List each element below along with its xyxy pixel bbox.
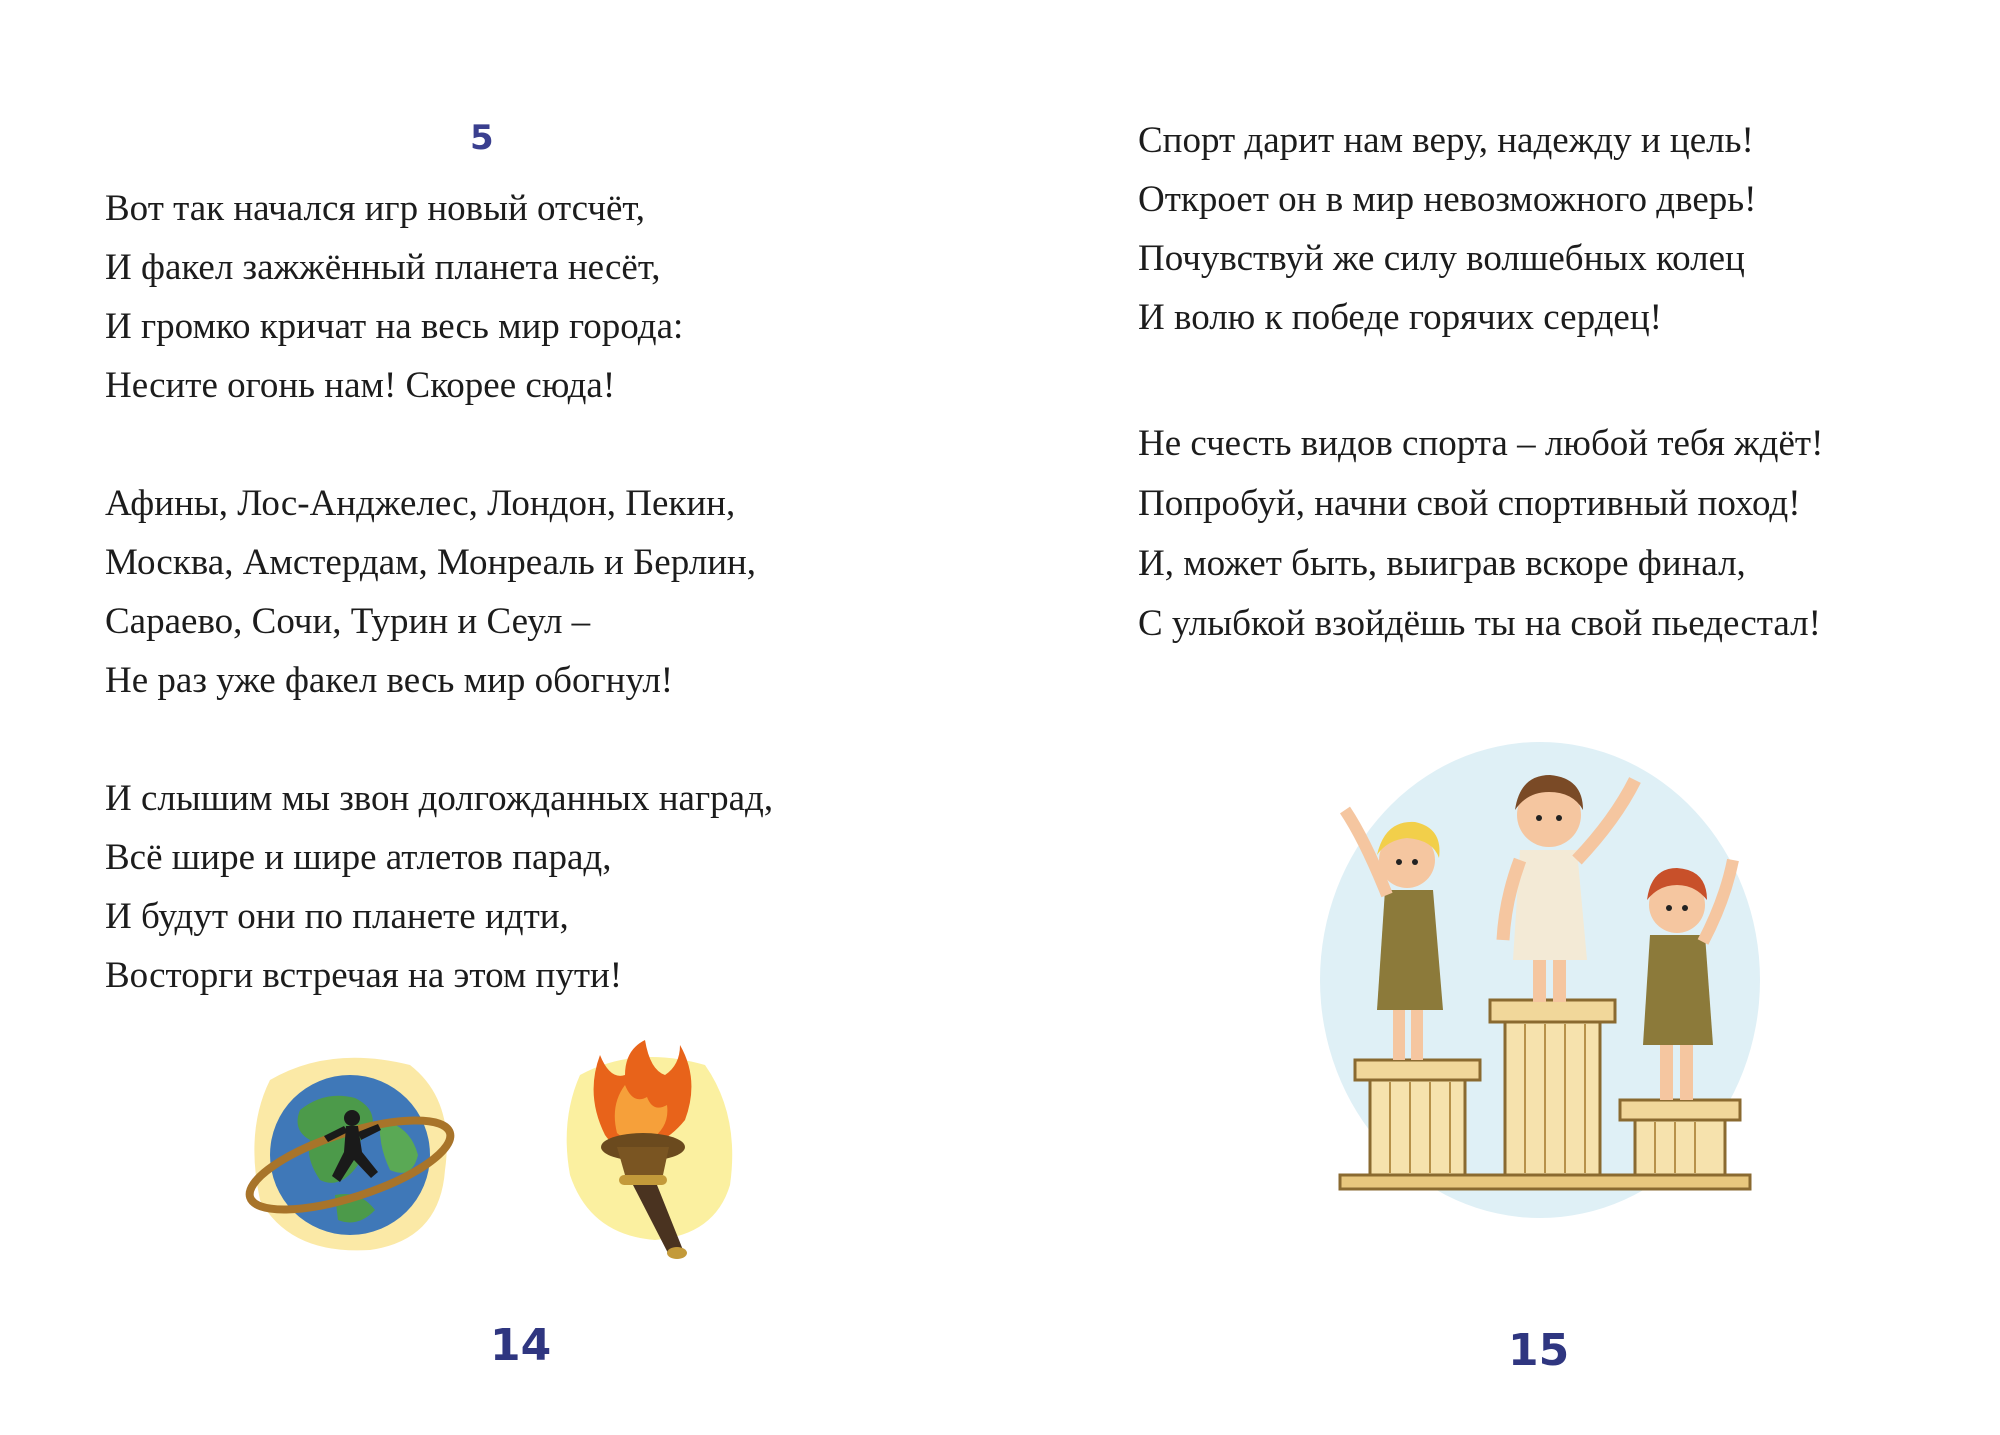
poem-line: Не раз уже факел весь мир обогнул! <box>105 660 674 701</box>
page-number-left: 14 <box>490 1320 552 1371</box>
right-page <box>1000 0 2000 1435</box>
poem-line: Несите огонь нам! Скорее сюда! <box>105 365 616 406</box>
page-number-right: 15 <box>1508 1325 1570 1376</box>
poem-line: Сараево, Сочи, Турин и Сеул – <box>105 601 591 642</box>
poem-line: Афины, Лос-Анджелес, Лондон, Пекин, <box>105 483 736 524</box>
poem-line: Москва, Амстердам, Монреаль и Берлин, <box>105 542 757 583</box>
poem-line: И слышим мы звон долгожданных наград, <box>105 778 774 819</box>
globe-illustration <box>240 1040 460 1260</box>
poem-line: Откроет он в мир невозможного дверь! <box>1138 179 1757 220</box>
podium-illustration <box>1315 720 1765 1220</box>
poem-line: Спорт дарит нам веру, надежду и цель! <box>1138 120 1754 161</box>
poem-line: С улыбкой взойдёшь ты на свой пьедестал! <box>1138 603 1821 644</box>
poem-line: Почувствуй же силу волшебных колец <box>1138 238 1745 279</box>
poem-line: И будут они по планете идти, <box>105 896 569 937</box>
poem-line: Восторги встречая на этом пути! <box>105 955 623 996</box>
poem-line: Попробуй, начни свой спортивный поход! <box>1138 483 1801 524</box>
poem-line: Всё шире и шире атлетов парад, <box>105 837 612 878</box>
poem-line: И факел зажжённый планета несёт, <box>105 247 661 288</box>
poem-line: И, может быть, выиграв вскоре финал, <box>1138 543 1746 584</box>
torch-illustration <box>555 1035 740 1265</box>
chapter-number: 5 <box>470 118 494 158</box>
poem-line: Вот так начался игр новый отсчёт, <box>105 188 646 229</box>
poem-line: И громко кричат на весь мир города: <box>105 306 684 347</box>
poem-line: Не счесть видов спорта – любой тебя ждёт! <box>1138 423 1824 464</box>
poem-line: И волю к победе горячих сердец! <box>1138 297 1662 338</box>
